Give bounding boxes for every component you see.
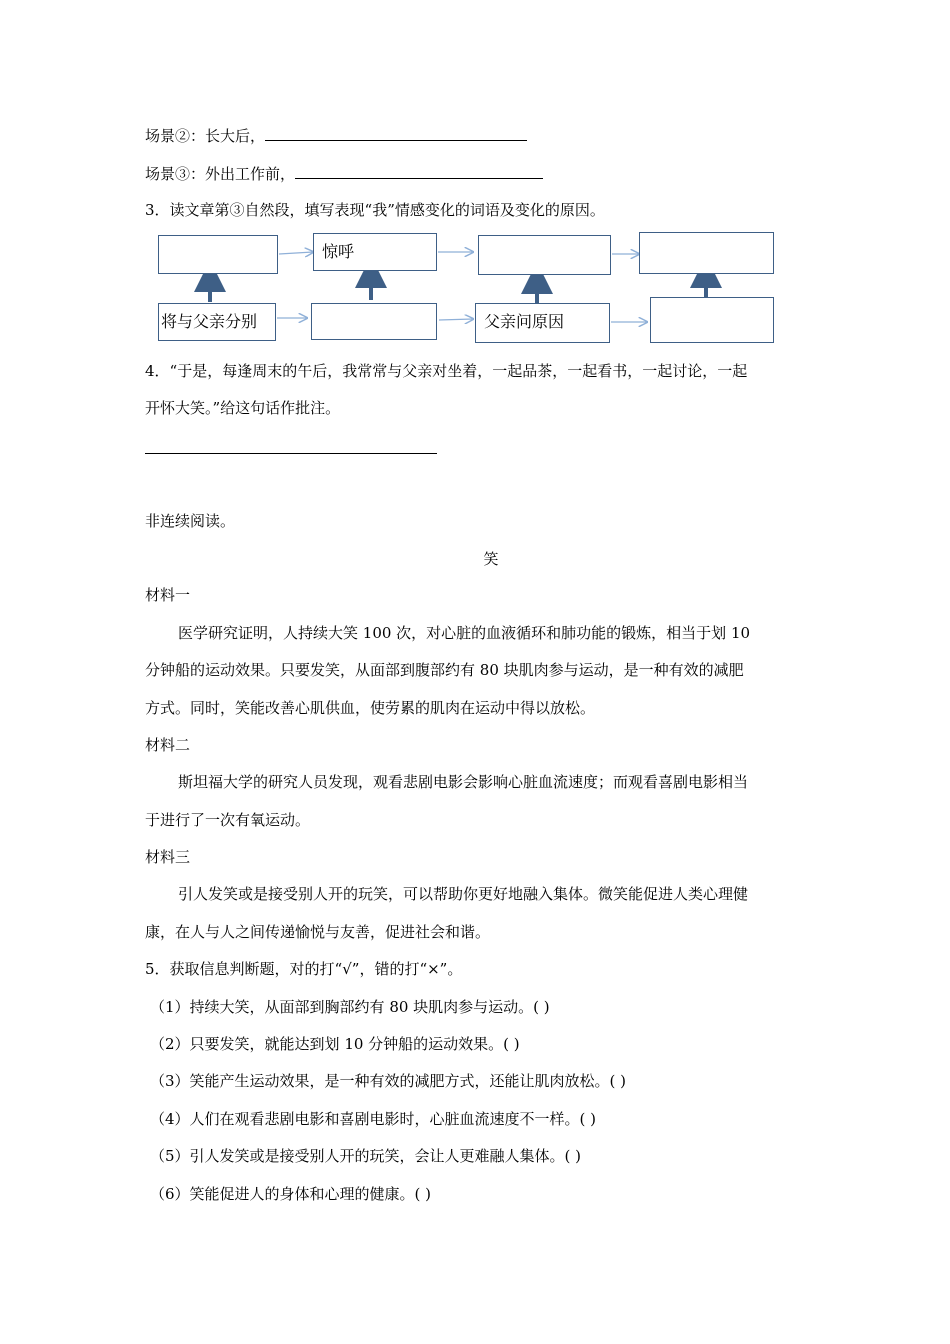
arrow-bottom-2 xyxy=(439,319,473,320)
bottom-box-1[interactable]: 将与父亲分别 xyxy=(158,303,276,341)
judgment-item-6[interactable]: （6）笑能促进人的身体和心理的健康。( ) xyxy=(150,1185,432,1203)
bottom-box-4[interactable] xyxy=(650,297,774,343)
judgment-item-3[interactable]: （3）笑能产生运动效果，是一种有效的减肥方式，还能让肌肉放松。( ) xyxy=(150,1072,627,1090)
bottom-box-2[interactable] xyxy=(311,303,437,340)
question-4-line-1: 4．“于是，每逢周末的午后，我常常与父亲对坐着，一起品茶，一起看书，一起讨论，一起 xyxy=(145,362,748,380)
judgment-item-2[interactable]: （2）只要发笑，就能达到划 10 分钟船的运动效果。( ) xyxy=(150,1035,520,1053)
question-4-answer-line[interactable] xyxy=(145,453,437,454)
material-3-line: 康，在人与人之间传递愉悦与友善，促进社会和谐。 xyxy=(145,923,491,941)
emotion-flow-diagram xyxy=(155,230,780,345)
judgment-item-5[interactable]: （5）引人发笑或是接受别人开的玩笑，会让人更难融人集体。( ) xyxy=(150,1147,582,1165)
material-1-line: 方式。同时，笑能改善心肌供血，使劳累的肌肉在运动中得以放松。 xyxy=(145,699,596,717)
bottom-box-3[interactable]: 父亲问原因 xyxy=(475,303,610,343)
scene-2-label: 场景②：长大后， xyxy=(145,127,266,145)
question-3-text: 3．读文章第③自然段，填写表现“我”情感变化的词语及变化的原因。 xyxy=(145,201,605,219)
section-heading: 非连续阅读。 xyxy=(145,512,236,530)
material-2-line: 于进行了一次有氧运动。 xyxy=(145,811,311,829)
material-2-line: 斯坦福大学的研究人员发现，观看悲剧电影会影响心脏血流速度；而观看喜剧电影相当 xyxy=(178,773,749,791)
top-box-1[interactable] xyxy=(158,235,278,274)
scene-3-answer-blank[interactable] xyxy=(295,162,543,179)
material-1-line: 分钟船的运动效果。只要发笑，从面部到腹部约有 80 块肌肉参与运动，是一种有效的减肥 xyxy=(145,661,744,679)
scene-3-label: 场景③：外出工作前， xyxy=(145,165,296,183)
top-box-3[interactable] xyxy=(478,235,611,275)
question-4-line-2: 开怀大笑。”给这句话作批注。 xyxy=(145,399,341,417)
scene-2-line xyxy=(145,124,527,146)
material-1-line: 医学研究证明，人持续大笑 100 次，对心脏的血液循环和肺功能的锻炼，相当于划 10 xyxy=(178,624,751,642)
material-2-label: 材料二 xyxy=(145,736,191,754)
material-3-label: 材料三 xyxy=(145,848,191,866)
top-box-4[interactable] xyxy=(639,232,774,274)
top-box-2[interactable]: 惊呼 xyxy=(313,233,437,271)
material-1-label: 材料一 xyxy=(145,586,191,604)
passage-title: 笑 xyxy=(483,550,499,568)
material-3-line: 引人发笑或是接受别人开的玩笑，可以帮助你更好地融入集体。微笑能促进人类心理健 xyxy=(178,885,749,903)
judgment-item-1[interactable]: （1）持续大笑，从面部到胸部约有 80 块肌肉参与运动。( ) xyxy=(150,998,550,1016)
scene-3-line xyxy=(145,162,543,184)
judgment-item-4[interactable]: （4）人们在观看悲剧电影和喜剧电影时，心脏血流速度不一样。( ) xyxy=(150,1110,597,1128)
question-5-stem: 5．获取信息判断题，对的打“√”，错的打“×”。 xyxy=(145,960,463,978)
scene-2-answer-blank[interactable] xyxy=(265,124,527,141)
arrow-top-1 xyxy=(279,252,313,254)
